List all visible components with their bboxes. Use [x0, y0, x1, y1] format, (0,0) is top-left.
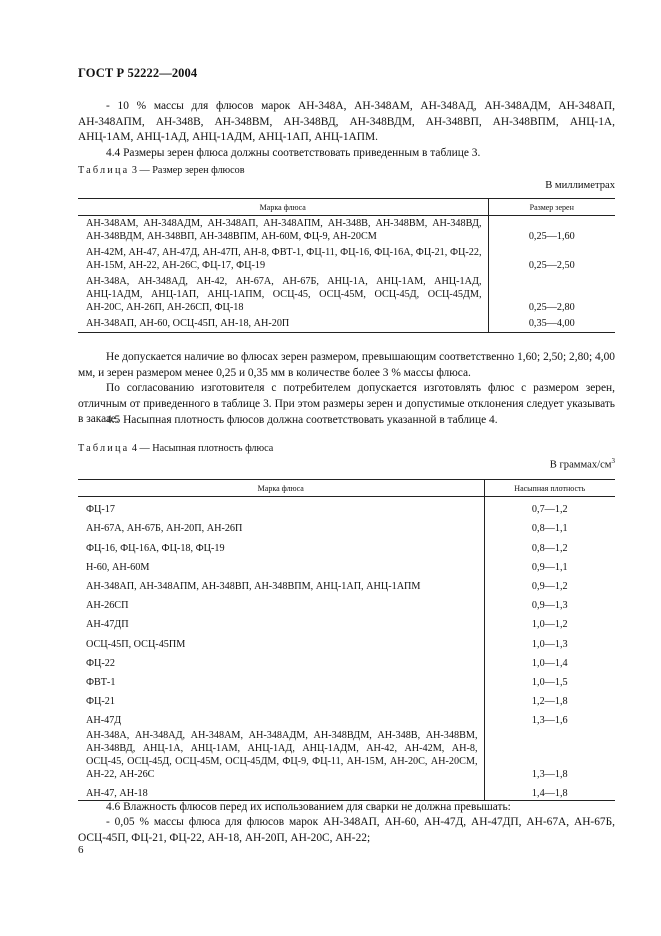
paragraph-flux-list: - 10 % массы для флюсов марок АН-348А, АН-348АМ, АН-348АД, АН-348АДМ, АН-348АП, АН-348АПМ, АН-348В, АН-348ВМ, АН-348ВД, АН-348ВДМ, АН-348ВП, АН-348ВПМ, АНЦ-1А, АНЦ-1АМ, АНЦ-1АД, АНЦ-1АДМ, АНЦ-1АП, АНЦ-1АПМ.: [78, 100, 615, 144]
table-row: [78, 708, 615, 727]
table-row: [78, 651, 615, 670]
table4-cell-density: 1,0—1,2: [484, 612, 615, 631]
table-row: [78, 535, 615, 554]
table-row: [78, 216, 615, 246]
table-row: [78, 727, 615, 781]
table4-cell-density: 0,9—1,2: [484, 574, 615, 593]
table3-cell-size: 0,25—1,60: [488, 216, 615, 246]
table4-cell-brand: АН-348А, АН-348АД, АН-348АМ, АН-348АДМ, АН-348ВДМ, АН-348В, АН-348ВМ, АН-348ВД, АНЦ-1А, АНЦ-1АМ, АНЦ-1АД, АНЦ-1АДМ, АН-42, АН-42М, АН-8, ОСЦ-45, ОСЦ-45Д, ОСЦ-45М, ОСЦ-45ДМ, ФЦ-9, ФЦ-11, АН-15М, АН-20С, АН-20СМ, АН-22, АН-26С: [86, 730, 478, 781]
table3-header-brand: Марка флюса: [78, 199, 488, 216]
table4-cell-brand: ФЦ-21: [86, 696, 115, 708]
table4-cell-brand: ФЦ-16, ФЦ-16А, ФЦ-18, ФЦ-19: [86, 542, 225, 554]
table3-cell-brand: АН-42М, АН-47, АН-47Д, АН-47П, АН-8, ФВТ-1, ФЦ-11, ФЦ-16, ФЦ-16А, ФЦ-21, ФЦ-22, АН-15М, АН-22, АН-26С, ФЦ-17, ФЦ-19: [86, 247, 482, 271]
page-number: 6: [78, 844, 84, 856]
table-row: [78, 574, 615, 593]
table3-caption-text: 3 — Размер зерен флюсов: [129, 165, 245, 176]
table4-caption-prefix: Таблица: [78, 443, 130, 454]
table-row: [78, 781, 615, 801]
table4-cell-density: 1,4—1,8: [484, 781, 615, 801]
table-row: [78, 316, 615, 333]
table3-cell-brand: АН-348АМ, АН-348АДМ, АН-348АП, АН-348АПМ, АН-348В, АН-348ВМ, АН-348ВД, АН-348ВДМ, АН-348ВП, АН-348ВПМ, АН-60М, ФЦ-9, АН-20СМ: [86, 218, 482, 242]
table4-header-brand: Марка флюса: [78, 480, 484, 497]
table4-caption-text: 4 — Насыпная плотность флюса: [129, 443, 274, 454]
table4-cell-density: 1,0—1,5: [484, 670, 615, 689]
table4-cell-brand: АН-47Д: [86, 715, 122, 727]
table-row: [78, 631, 615, 650]
table-row: [78, 612, 615, 631]
table4-cell-density: 0,9—1,3: [484, 593, 615, 612]
table4-cell-density: 0,8—1,1: [484, 516, 615, 535]
table-row: [78, 593, 615, 612]
table4-cell-brand: ОСЦ-45П, ОСЦ-45ПМ: [86, 638, 186, 650]
table4-cell-density: 0,8—1,2: [484, 535, 615, 554]
table4-cell-density: 0,9—1,1: [484, 555, 615, 574]
table4-cell-brand: АН-67А, АН-67Б, АН-20П, АН-26П: [86, 523, 243, 535]
table4-cell-brand: ФВТ-1: [86, 676, 116, 688]
table4-cell-brand: АН-47ДП: [86, 619, 129, 631]
table4-cell-brand: ФЦ-17: [86, 504, 115, 516]
table4-cell-brand: АН-26СП: [86, 600, 129, 612]
paragraph-4-4: 4.4 Размеры зерен флюса должны соответствовать приведенным в таблице 3.: [106, 147, 481, 159]
table3-cell-size: 0,25—2,80: [488, 274, 615, 316]
table3-caption-prefix: Таблица: [78, 165, 130, 176]
table3-cell-size: 0,25—2,50: [488, 245, 615, 274]
table3-cell-brand: АН-348А, АН-348АД, АН-42, АН-67А, АН-67Б, АНЦ-1А, АНЦ-1АМ, АНЦ-1АД, АНЦ-1АДМ, АНЦ-1АП, АНЦ-1АПМ, ОСЦ-45, ОСЦ-45М, ОСЦ-45Д, ОСЦ-45ДМ, АН-20С, АН-26П, АН-26СП, ФЦ-18: [86, 276, 482, 313]
table4-units: [550, 457, 615, 471]
table3-cell-brand: АН-348АП, АН-60, ОСЦ-45П, АН-18, АН-20П: [78, 316, 488, 333]
table-row: [78, 670, 615, 689]
table3-header-size: Размер зерен: [488, 199, 615, 216]
table-row: [78, 516, 615, 535]
table3-cell-size: 0,35—4,00: [488, 316, 615, 333]
table-row: [78, 274, 615, 316]
paragraph-4-6: 4.6 Влажность флюсов перед их использованием для сварки не должна превышать:: [106, 801, 511, 813]
table-row: [78, 689, 615, 708]
paragraph-moisture-list: - 0,05 % массы флюса для флюсов марок АН-348АП, АН-60, АН-47Д, АН-47ДП, АН-67А, АН-67Б, ОСЦ-45П, ФЦ-21, ФЦ-22, АН-18, АН-20П, АН-20С, АН-22;: [78, 816, 615, 844]
table4-cell-density: 1,3—1,8: [484, 727, 615, 781]
table4-caption: [78, 443, 273, 454]
table4-cell-density: 1,0—1,4: [484, 651, 615, 670]
table4-cell-density: 1,3—1,6: [484, 708, 615, 727]
table4-units-sup: 3: [611, 457, 615, 465]
table-row: [78, 497, 615, 517]
table4-bulk-density: [78, 479, 615, 801]
table-row: [78, 555, 615, 574]
table4-header-density: Насыпная плотность: [484, 480, 615, 497]
table4-cell-brand: АН-47, АН-18: [78, 781, 484, 801]
document-header: ГОСТ Р 52222—2004: [78, 66, 198, 80]
table-row: [78, 245, 615, 274]
table4-cell-density: 0,7—1,2: [484, 497, 615, 517]
table3-units: В миллиметрах: [545, 180, 615, 191]
table4-cell-density: 1,2—1,8: [484, 689, 615, 708]
table4-cell-brand: ФЦ-22: [86, 657, 115, 669]
table4-units-text: В граммах/см: [549, 459, 612, 471]
paragraph-agreement: По согласованию изготовителя с потребителем допускается изготовлять флюс с размером зерен, отличным от приведенного в таблице 3. При этом размеры зерен и допустимые отклонения следует указывать в заказе.: [78, 382, 615, 426]
table3-caption: [78, 165, 245, 176]
paragraph-grain-limits: Не допускается наличие во флюсах зерен размером, превышающим соответственно 1,60; 2,50; 2,80; 4,00 мм, и зерен размером менее 0,25 и 0,35 мм в количестве более 3 % массы флюса.: [78, 351, 615, 379]
table4-cell-brand: Н-60, АН-60М: [86, 561, 150, 573]
table4-cell-brand: АН-348АП, АН-348АПМ, АН-348ВП, АН-348ВПМ, АНЦ-1АП, АНЦ-1АПМ: [86, 580, 421, 592]
table4-cell-density: 1,0—1,3: [484, 631, 615, 650]
table3-grain-size: [78, 198, 615, 333]
paragraph-4-5: 4.5 Насыпная плотность флюсов должна соответствовать указанной в таблице 4.: [106, 414, 498, 426]
